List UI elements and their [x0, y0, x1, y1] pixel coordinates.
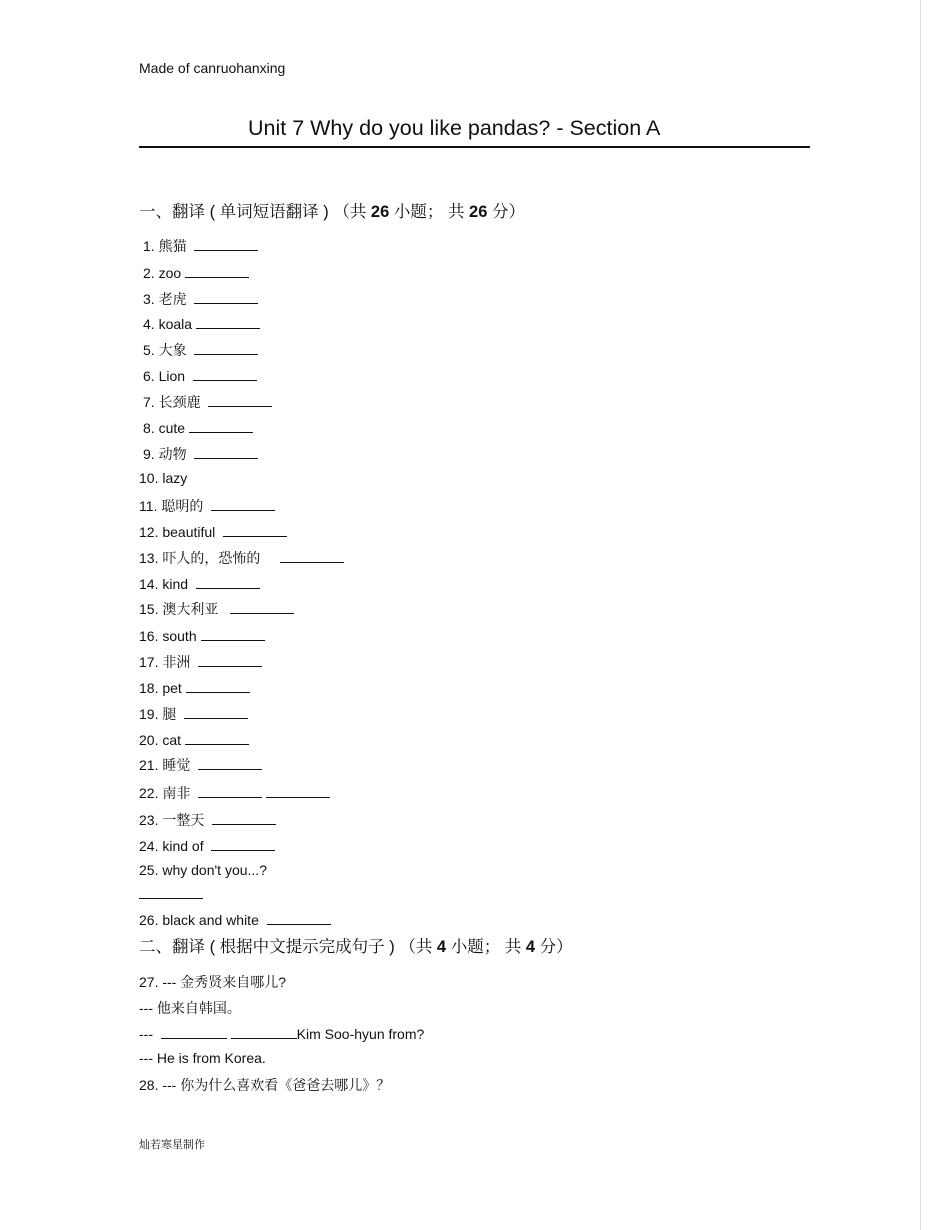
item-number: 12. [139, 524, 159, 540]
list-item [139, 574, 260, 592]
list-item [139, 910, 331, 928]
page-edge [920, 0, 921, 1230]
list-item [143, 236, 258, 256]
answer-blank[interactable] [266, 783, 330, 798]
answer-blank[interactable] [185, 730, 249, 745]
item-text: pet [162, 680, 182, 696]
item-number: 19. [139, 706, 159, 722]
page-title: Unit 7 Why do you like pandas? - Section A [248, 116, 661, 140]
question-27-line-1: 27. --- 金秀贤来自哪儿? [139, 974, 287, 990]
item-text: zoo [158, 265, 182, 281]
section-1-mid: 小题； 共 [389, 203, 470, 221]
item-text: 一整天 [162, 812, 205, 828]
item-text: beautiful [162, 524, 216, 540]
item-text: 腿 [162, 706, 177, 722]
section-1-prefix: 一、翻译 ( 单词短语翻译 ) （共 [139, 203, 371, 221]
answer-blank[interactable] [184, 704, 248, 719]
list-item [139, 599, 294, 619]
answer-blank[interactable] [208, 392, 272, 407]
item-number: 9. [143, 446, 155, 462]
item-number: 4. [143, 316, 155, 332]
answer-blank[interactable] [194, 289, 258, 304]
item-text: kind of [162, 838, 204, 854]
section-2-heading [139, 933, 573, 957]
section-1-count: 26 [370, 203, 390, 221]
answer-blank[interactable] [201, 626, 265, 641]
item-text: cute [158, 420, 186, 436]
item-text: south [162, 628, 197, 644]
item-text: 澳大利亚 [162, 601, 219, 617]
section-2-prefix: 二、翻译 ( 根据中文提示完成句子 ) （共 [139, 938, 437, 956]
section-1-score: 26 [469, 203, 488, 221]
item-number: 18. [139, 680, 159, 696]
list-item [143, 314, 260, 332]
item-text: 南非 [162, 785, 191, 801]
item-text: why don't you...? [162, 862, 267, 878]
answer-blank[interactable] [211, 496, 275, 511]
item-text: 聪明的 [161, 498, 204, 514]
answer-blank[interactable] [280, 548, 344, 563]
item-number: 15. [139, 601, 159, 617]
list-item [139, 496, 275, 516]
item-text: lazy [162, 470, 188, 486]
item-number: 26. [139, 912, 159, 928]
answer-blank[interactable] [194, 236, 258, 251]
answer-blank[interactable] [194, 340, 258, 355]
line-suffix: Kim Soo-hyun from? [296, 1026, 425, 1042]
item-number: 21. [139, 757, 159, 773]
item-number: 8. [143, 420, 155, 436]
item-text: koala [158, 316, 193, 332]
list-item [139, 678, 250, 696]
section-2-suffix: 分） [535, 938, 573, 956]
list-item [143, 340, 258, 360]
answer-blank[interactable] [198, 755, 262, 770]
list-item [139, 548, 344, 568]
header-note: Made of canruohanxing [139, 60, 286, 76]
item-number: 2. [143, 265, 155, 281]
answer-blank[interactable] [196, 574, 260, 589]
item-text: 长颈鹿 [158, 394, 201, 410]
answer-blank[interactable] [230, 599, 294, 614]
item-number: 24. [139, 838, 159, 854]
item-text: 熊猫 [158, 238, 187, 254]
answer-blank[interactable] [193, 366, 257, 381]
answer-blank[interactable] [212, 810, 276, 825]
item-number: 16. [139, 628, 159, 644]
list-item [143, 366, 257, 384]
item-number: 14. [139, 576, 159, 592]
answer-blank[interactable] [194, 444, 258, 459]
list-item [139, 783, 330, 803]
list-item [143, 392, 272, 412]
answer-blank[interactable] [267, 910, 331, 925]
line-prefix: --- [139, 1026, 157, 1042]
list-item [139, 730, 249, 748]
item-number: 5. [143, 342, 155, 358]
list-item [139, 626, 265, 644]
item-number: 17. [139, 654, 159, 670]
item-text: 吓人的，恐怖的 [162, 550, 261, 566]
answer-blank[interactable] [186, 678, 250, 693]
list-item [139, 755, 262, 775]
question-27-line-2: --- 他来自韩国。 [139, 1000, 241, 1016]
answer-blank[interactable] [161, 1024, 227, 1039]
question-27-line-4: --- He is from Korea. [139, 1050, 266, 1066]
answer-blank[interactable] [185, 263, 249, 278]
list-item [139, 470, 187, 486]
item-text: Lion [158, 368, 186, 384]
section-2-mid: 小题； 共 [446, 938, 526, 956]
footer-note: 灿若寒星制作 [139, 1138, 205, 1151]
answer-blank[interactable] [211, 836, 275, 851]
answer-blank[interactable] [198, 652, 262, 667]
answer-blank[interactable] [198, 783, 262, 798]
item-text: 非洲 [162, 654, 191, 670]
section-1-suffix: 分） [487, 203, 525, 221]
item-text: 睡觉 [162, 757, 191, 773]
item-text: 老虎 [158, 291, 187, 307]
section-2-score: 4 [525, 938, 536, 956]
list-item [139, 704, 248, 724]
item-text: 动物 [158, 446, 187, 462]
item-text: 大象 [158, 342, 187, 358]
list-item [139, 652, 262, 672]
list-item [139, 810, 276, 830]
title-block [139, 114, 810, 148]
answer-blank[interactable] [231, 1024, 297, 1039]
list-item [139, 862, 267, 878]
answer-blank[interactable] [196, 314, 260, 329]
section-1-heading [139, 198, 525, 222]
list-item [143, 444, 258, 464]
list-item-continuation [139, 884, 203, 902]
item-number: 23. [139, 812, 159, 828]
item-number: 11. [139, 498, 158, 514]
item-text: cat [162, 732, 182, 748]
item-number: 13. [139, 550, 159, 566]
item-text: black and white [162, 912, 259, 928]
answer-blank[interactable] [189, 418, 253, 433]
list-item [143, 263, 249, 281]
list-item [139, 522, 287, 540]
item-number: 25. [139, 862, 159, 878]
item-number: 7. [143, 394, 155, 410]
list-item [139, 836, 275, 854]
item-number: 1. [143, 238, 155, 254]
item-number: 10. [139, 470, 159, 486]
section-2-count: 4 [436, 938, 447, 956]
item-number: 3. [143, 291, 155, 307]
answer-blank[interactable] [139, 884, 203, 899]
item-number: 22. [139, 785, 159, 801]
item-text: kind [162, 576, 189, 592]
list-item [143, 289, 258, 309]
list-item [143, 418, 253, 436]
item-number: 6. [143, 368, 155, 384]
item-number: 20. [139, 732, 159, 748]
answer-blank[interactable] [223, 522, 287, 537]
question-28-line-1: 28. --- 你为什么喜欢看《爸爸去哪儿》？ [139, 1077, 391, 1093]
question-27-line-3 [139, 1024, 424, 1042]
